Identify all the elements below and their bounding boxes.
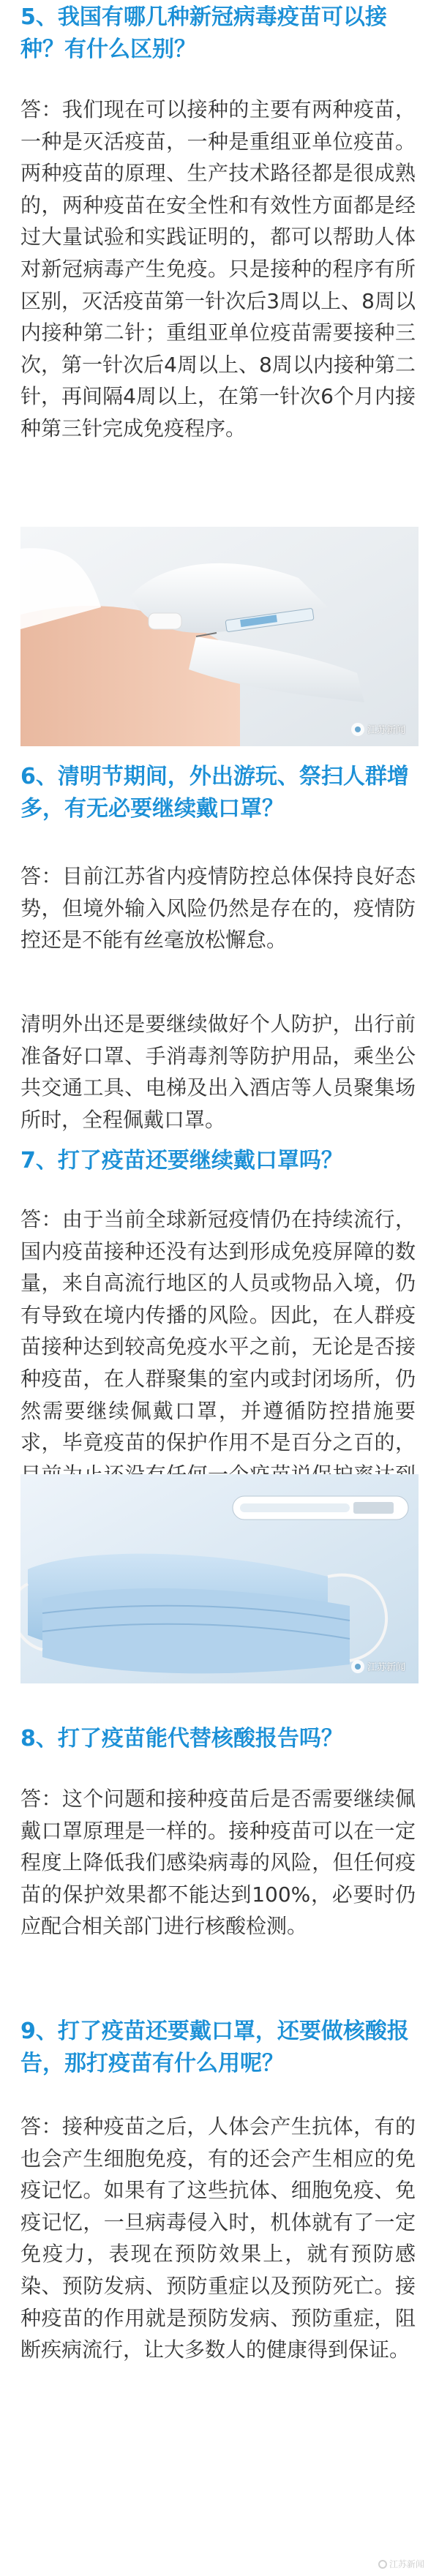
answer-paragraph-5: 答：我们现在可以接种的主要有两种疫苗，一种是灭活疫苗，一种是重组亚单位疫苗。两种疫苗的原理、生产技术路径都是很成熟的，两种疫苗在安全性和有效性方面都是经过大量试验和实践证明的，都可以帮助人体对新冠病毒产生免疫。只是接种的程序有所区别，灭活疫苗第一针次后3周以上、8周以内接种第二针；重组亚单位疫苗需要接种三次，第一针次后4周以上、8周以内接种第二针，再间隔4周以上，在第一针次6个月内接种第三针完成免疫程序。 — [20, 97, 416, 440]
question-heading-7: 7、打了疫苗还要继续戴口罩吗？ — [20, 1148, 343, 1174]
image-watermark: 江苏新闻 — [351, 1659, 405, 1673]
answer-paragraph-6: 答：目前江苏省内疫情防控总体保持良好态势，但境外输入风险仍然是存在的，疫情防控还是不能有丝毫放松懈怠。 — [20, 864, 416, 953]
question-heading-6: 6、清明节期间，外出游玩、祭扫人群增多，有无必要继续戴口罩？ — [20, 764, 409, 822]
vaccine-injection-image — [20, 527, 419, 746]
watermark-logo-icon — [351, 723, 364, 736]
watermark-logo-icon — [351, 1660, 364, 1673]
question-heading-8: 8、打了疫苗能代替核酸报告吗？ — [20, 1726, 343, 1751]
image-watermark: 江苏新闻 — [351, 722, 405, 736]
answer-paragraph-7: 答：由于当前全球新冠疫情仍在持续流行，国内疫苗接种还没有达到形成免疫屏障的数量，来自高流行地区的人员或物品入境，仍有导致在境内传播的风险。因此，在人群疫苗接种达到较高免疫水平之前，无论是否接种疫苗，在人群聚集的室内或封闭场所，仍然需要继续佩戴口罩，并遵循防控措施要求，毕竟疫苗的保护作用不是百分之百的， — [20, 1207, 416, 1455]
footer-watermark: 江苏新闻 — [378, 2558, 424, 2570]
answer-paragraph-9: 答：接种疫苗之后，人体会产生抗体，有的也会产生细胞免疫，有的还会产生相应的免疫记忆。如果有了这些抗体、细胞免疫、免疫记忆，一旦病毒侵入时，机体就有了一定免疫力，表现在预防效果上，就有预防感染、预防发病、预防重症以及预防死亡。接种疫苗的作用就是预防发病、预防重症，阻断疾病流行，让大多数人的健康得到保证。 — [20, 2114, 416, 2362]
question-heading-9: 9、打了疫苗还要戴口罩，还要做核酸报告，那打疫苗有什么用呢？ — [20, 2019, 409, 2076]
question-heading-5: 5、我国有哪几种新冠病毒疫苗可以接种？有什么区别？ — [20, 4, 387, 62]
footer-logo-icon — [378, 2560, 387, 2569]
injection-photo-icon — [20, 527, 419, 746]
answer-paragraph-6b: 清明外出还是要继续做好个人防护，出行前准备好口罩、手消毒剂等防护用品，乘坐公共交通工具、电梯及出入酒店等人员聚集场所时，全程佩戴口罩。 — [20, 1012, 416, 1132]
masks-thermometer-photo-icon — [20, 1474, 419, 1683]
answer-paragraph-8: 答：这个问题和接种疫苗后是否需要继续佩戴口罩原理是一样的。接种疫苗可以在一定程度上降低我们感染病毒的风险，但任何疫苗的保护效果都不能达到100%，必要时仍应配合相关部门进行核酸检测。 — [20, 1787, 416, 1939]
masks-thermometer-image — [20, 1474, 419, 1683]
